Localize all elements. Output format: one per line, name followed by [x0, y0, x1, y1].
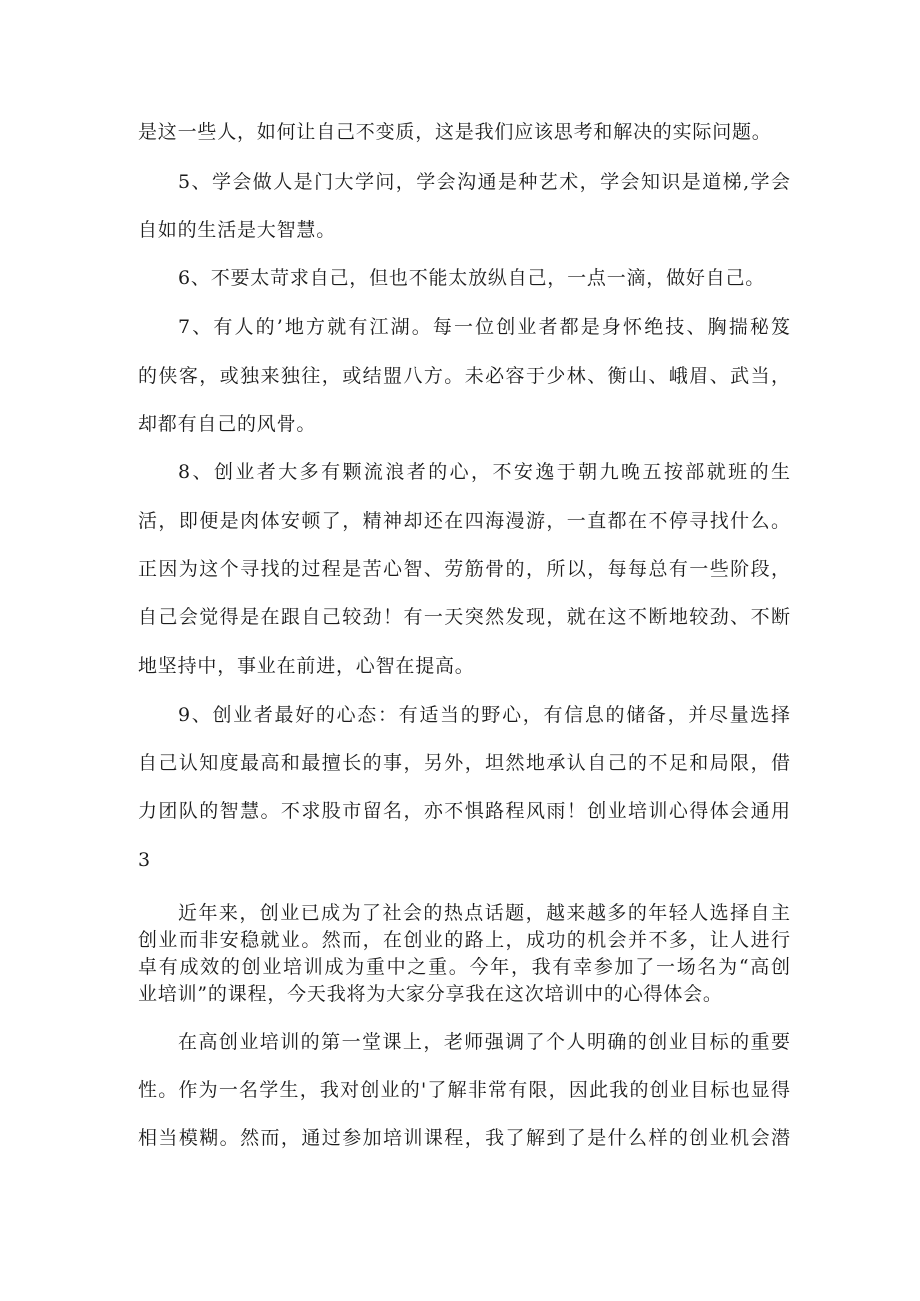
paragraph-line: 正因为这个寻找的过程是苦心智、劳筋骨的，所以，每每总有一些阶段，: [138, 558, 790, 580]
paragraph-line: 性。作为一名学生，我对创业的'了解非常有限，因此我的创业目标也显得: [138, 1079, 790, 1101]
paragraph-line: 活，即便是肉体安顿了，精神却还在四海漫游，一直都在不停寻找什么。: [138, 510, 790, 532]
paragraph-line: 创业而非安稳就业。然而，在创业的路上，成功的机会并不多，让人进行: [138, 929, 790, 951]
paragraph-line-item-8: 8、创业者大多有颗流浪者的心，不安逸于朝九晚五按部就班的生: [178, 461, 790, 483]
paragraph-line: 卓有成效的创业培训成为重中之重。今年，我有幸参加了一场名为“高创: [138, 956, 790, 978]
paragraph-line: 自己会觉得是在跟自己较劲！有一天突然发现，就在这不断地较劲、不断: [138, 606, 790, 628]
paragraph-line: 自如的生活是大智慧。: [138, 219, 337, 241]
paragraph-line: 在高创业培训的第一堂课上，老师强调了个人明确的创业目标的重要: [178, 1031, 790, 1053]
paragraph-line-item-5: 5、学会做人是门大学问，学会沟通是种艺术，学会知识是道梯,学会: [178, 171, 790, 193]
paragraph-line: 是这一些人，如何让自己不变质，这是我们应该思考和解决的实际问题。: [138, 121, 772, 143]
paragraph-line: 的侠客，或独来独往，或结盟八方。未必容于少林、衡山、峨眉、武当，: [138, 365, 790, 387]
paragraph-line-item-6: 6、不要太苛求自己，但也不能太放纵自己，一点一滴，做好自己。: [178, 267, 766, 289]
paragraph-line-item-9: 9、创业者最好的心态：有适当的野心，有信息的储备，并尽量选择: [178, 704, 790, 726]
paragraph-line: 业培训”的课程，今天我将为大家分享我在这次培训中的心得体会。: [138, 983, 723, 1005]
paragraph-line: 自己认知度最高和最擅长的事，另外，坦然地承认自己的不足和局限，借: [138, 752, 790, 774]
paragraph-line: 地坚持中，事业在前进，心智在提高。: [138, 655, 475, 677]
paragraph-line-item-7: 7、有人的’地方就有江湖。每一位创业者都是身怀绝技、胸揣秘笈: [178, 316, 790, 338]
section-number: 3: [138, 849, 151, 871]
intro-paragraph: [138, 900, 790, 1008]
paragraph-line: 力团队的智慧。不求股市留名，亦不惧路程风雨！创业培训心得体会通用: [138, 800, 790, 822]
paragraph-line: 相当模糊。然而，通过参加培训课程，我了解到了是什么样的创业机会潜: [138, 1127, 790, 1149]
paragraph-line: 近年来，创业已成为了社会的热点话题，越来越多的年轻人选择自主: [178, 902, 790, 924]
paragraph-line: 却都有自己的风骨。: [138, 413, 317, 435]
